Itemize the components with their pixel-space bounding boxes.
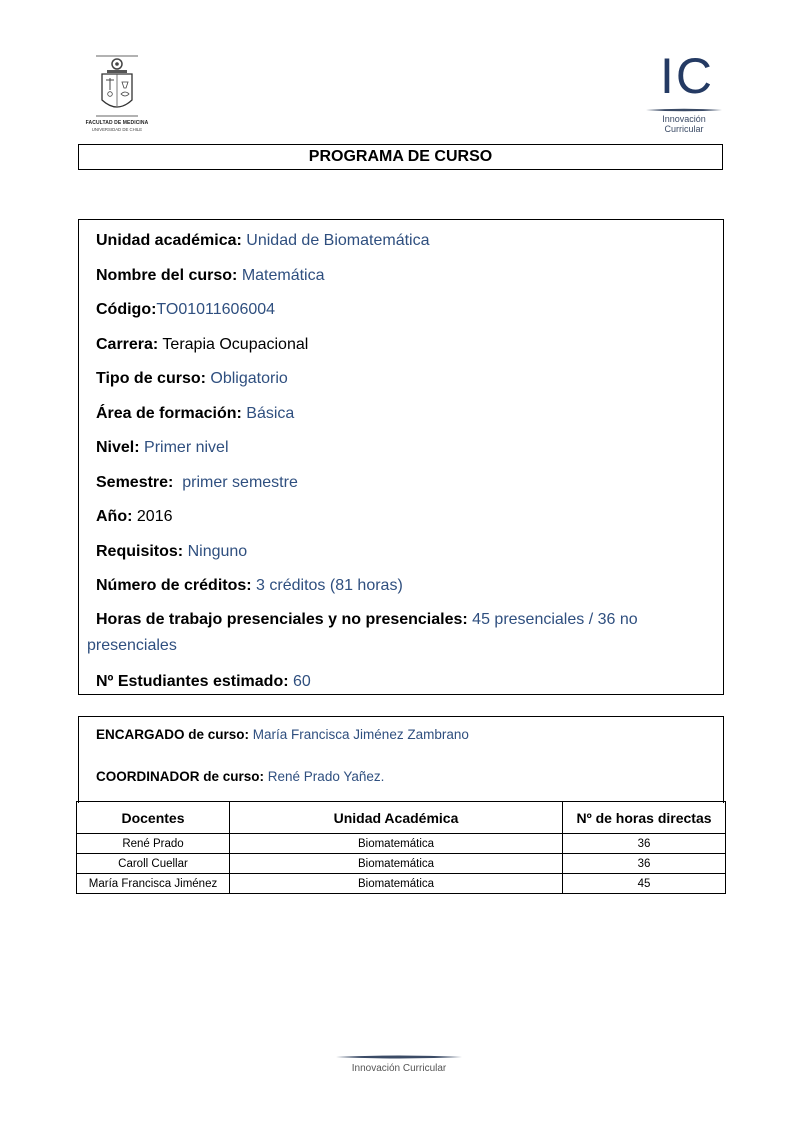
field-nombre xyxy=(96,266,325,286)
teacher-hours: 36 xyxy=(563,834,726,854)
ic-mark: IC xyxy=(660,48,714,104)
teacher-unit: Biomatemática xyxy=(230,834,563,854)
faculty-logo xyxy=(84,50,150,142)
field-label: Horas de trabajo presenciales y no presenciales: xyxy=(96,611,468,628)
field-label: Semestre: xyxy=(96,474,174,491)
field-label: Tipo de curso: xyxy=(96,370,206,387)
encargado-label: ENCARGADO de curso: xyxy=(96,727,250,742)
field-value: 2016 xyxy=(136,508,173,525)
footer-divider xyxy=(336,1054,462,1060)
field-value: Matemática xyxy=(241,267,325,284)
field-value: primer semestre xyxy=(182,474,298,491)
field-creditos xyxy=(96,576,403,596)
teacher-hours: 36 xyxy=(563,854,726,874)
field-tipo xyxy=(96,369,288,389)
page-title: PROGRAMA DE CURSO xyxy=(78,144,723,170)
field-label: Código: xyxy=(96,301,157,318)
teacher-name: René Prado xyxy=(77,834,230,854)
staff-box xyxy=(78,716,724,803)
field-semestre xyxy=(96,473,298,493)
field-carrera xyxy=(96,335,308,355)
field-label: Nº Estudiantes estimado: xyxy=(96,673,289,690)
ic-line2: Curricular xyxy=(664,124,704,134)
field-requisitos xyxy=(96,542,247,562)
field-label: Nombre del curso: xyxy=(96,267,238,284)
field-value: TO01011606004 xyxy=(156,301,276,318)
field-nivel xyxy=(96,438,229,458)
footer-text: Innovación Curricular xyxy=(351,1063,447,1074)
field-value: Obligatorio xyxy=(210,370,288,387)
faculty-name: FACULTAD DE MEDICINA xyxy=(85,120,149,126)
ic-divider xyxy=(646,108,722,112)
field-label: Requisitos: xyxy=(96,543,184,560)
page-footer xyxy=(336,1052,462,1078)
field-value: Unidad de Biomatemática xyxy=(246,232,430,249)
field-label: Año: xyxy=(96,508,133,525)
teacher-hours: 45 xyxy=(563,874,726,894)
field-value: Ninguno xyxy=(187,543,248,560)
field-label: Nivel: xyxy=(96,439,140,456)
field-codigo xyxy=(96,300,275,320)
field-estudiantes xyxy=(96,672,311,692)
header-unidad: Unidad Académica xyxy=(230,802,563,834)
table-header-row xyxy=(77,802,726,834)
field-anio xyxy=(96,507,172,527)
field-value: 3 créditos (81 horas) xyxy=(256,577,403,594)
faculty-crest-icon xyxy=(96,54,138,118)
field-label: Área de formación: xyxy=(96,405,242,422)
teachers-table xyxy=(76,801,726,894)
field-area xyxy=(96,404,294,424)
coordinador-label: COORDINADOR de curso: xyxy=(96,769,265,784)
field-unidad xyxy=(96,231,430,251)
table-row xyxy=(77,854,726,874)
field-value: 60 xyxy=(293,673,311,690)
table-row xyxy=(77,834,726,854)
field-value: Terapia Ocupacional xyxy=(162,336,309,353)
ic-line1: Innovación xyxy=(662,114,706,124)
teacher-name: Caroll Cuellar xyxy=(77,854,230,874)
field-value: 45 presenciales / 36 no presenciales xyxy=(87,611,638,654)
encargado-value: María Francisca Jiménez Zambrano xyxy=(252,727,469,742)
coordinador-line xyxy=(96,768,384,786)
header-horas: Nº de horas directas xyxy=(563,802,726,834)
encargado-line xyxy=(96,726,469,744)
field-label: Unidad académica: xyxy=(96,232,242,249)
university-name: UNIVERSIDAD DE CHILE xyxy=(91,127,143,132)
teacher-name: María Francisca Jiménez xyxy=(77,874,230,894)
coordinador-value: René Prado Yañez. xyxy=(267,769,385,784)
field-label: Carrera: xyxy=(96,336,159,353)
course-info-box xyxy=(78,219,724,695)
field-label: Número de créditos: xyxy=(96,577,252,594)
field-horas xyxy=(87,607,697,659)
field-value: Básica xyxy=(246,405,295,422)
table-row xyxy=(77,874,726,894)
header-docentes: Docentes xyxy=(77,802,230,834)
field-value: Primer nivel xyxy=(144,439,229,456)
teacher-unit: Biomatemática xyxy=(230,854,563,874)
ic-logo xyxy=(646,48,722,136)
teacher-unit: Biomatemática xyxy=(230,874,563,894)
